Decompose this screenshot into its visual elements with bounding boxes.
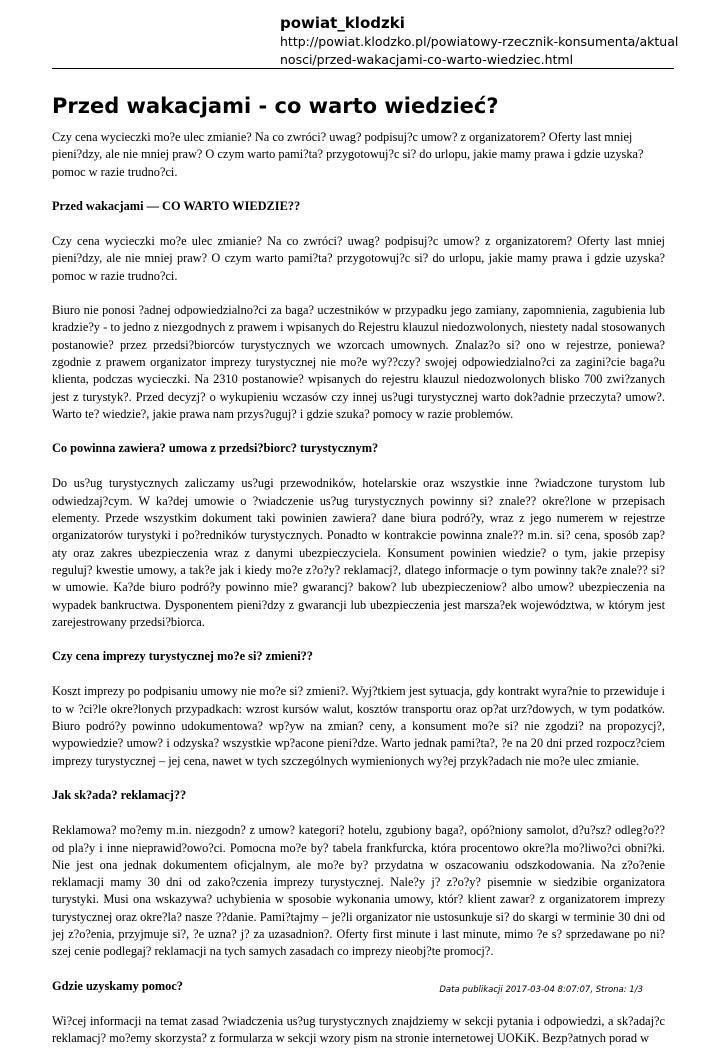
paragraph-complaint: Reklamowa? mo?emy m.in. niezgodn? z umow? kategori? hotelu, zgubiony baga?, opó?niony samolot, d?u?sz? odleg?o?? od pla?y i inne nieprawid?owo?ci. Pomocna mo?e by? tabela frankfurcka, która procentowo okre?la mo?liwo?ci obni?ki. Nie jest ona jednak dokumentem oficjalnym, ale mo?e by? przydatna w oszacowaniu odszkodowania. Na z?o?enie reklamacji mamy 30 dni od zako?czenia imprezy turystycznej. Nale?y j? z?o?y? pisemnie w siedzibie organizatora turystyki. Musi ona wskazywa? uchybienia w sposobie wykonania umowy, któr? klient zawar? z organizatorem imprezy turystycznej oraz okre?la? nasze ??danie. Pami?tajmy – je?li organizator nie ustosunkuje si? do skargi w terminie 30 dni od jej z?o?enia, przyjmuje si?, ?e uzna? j? za uzasadnion?. Oferty first minute i last minute, mimo ?e s? sprzedawane po ni?szej cenie podlegaj? reklamacji na tych samych zasadach co imprezy nieobj?te promocj?. bbox=[52, 823, 665, 959]
site-name: powiat_klodzki bbox=[280, 14, 405, 32]
publication-footer: Data publikacji 2017-03-04 8:07:07, Strona: 1/3 bbox=[439, 985, 643, 995]
page-header bbox=[280, 14, 680, 68]
section-heading-price: Czy cena imprezy turystycznej mo?e si? zmieni?? bbox=[52, 649, 313, 664]
paragraph-help: Wi?cej informacji na temat zasad ?wiadczenia us?ug turystycznych znajdziemy w sekcji pytania i odpowiedzi, a sk?adaj?c reklamacj? mo?emy skorzysta? z formularza w sekcji wzory pism na stronie internetowej UOKiK. Bezp?atnych porad w bbox=[52, 1013, 665, 1046]
section-heading-complaint: Jak sk?ada? reklamacj?? bbox=[52, 787, 187, 802]
source-url-line-2: nosci/przed-wakacjami-co-warto-wiedziec.html bbox=[280, 52, 574, 67]
section-heading-contract: Co powinna zawiera? umowa z przedsi?biorc? turystycznym? bbox=[52, 441, 379, 456]
header-divider bbox=[52, 68, 674, 69]
paragraph-baggage: Biuro nie ponosi ?adnej odpowiedzialno?ci za baga? uczestników w przypadku jego zamiany, zapomnienia, zagubienia lub kradzie?y - to jedno z niezgodnych z prawem i wpisanych do Rejestru klauzul niedozwolonych, niestety nadal stosowanych postanowie? przez przedsi?biorców turystycznych we wzorcach umownych. Znalaz?o si? ono w rejestrze, poniewa? zgodnie z prawem organizator imprezy turystycznej nie mo?e wy??czy? swojej odpowiedzialno?ci za zagini?cie baga?u klienta, podczas wycieczki. Na 2310 postanowie? wpisanych do rejestru klauzul niedozwolonych blisko 700 zwi?zanych jest z turystyk?. Przed decyzj? o wykupieniu wczasów czy innej us?ugi turystycznej warto dok?adnie przeczyta? umow?. Warto te? wiedzie?, jakie prawa nam przys?uguj? i gdzie szuka? pomocy w razie problemów. bbox=[52, 303, 665, 421]
paragraph-contract: Do us?ug turystycznych zaliczamy us?ugi przewodników, hotelarskie oraz wszystkie inne ?wiadczone turystom lub odwiedzaj?cym. W ka?dej umowie o ?wiadczenie us?ug turystycznych powinny si? znale?? okre?lone w przepisach elementy. Przede wszystkim dokument taki powinien zawiera? dane biura podró?y, wraz z jego numerem w rejestrze organizatorów turystyki i po?redników turystycznych. Ponadto w kontrakcie powinna znale?? m.in. si? cena, sposób zap?aty oraz zakres ubezpieczenia wraz z danymi ubezpieczyciela. Konsument powinien wiedzie? o tym, jakie przepisy reguluj? kwestie umowy, a tak?e jak i kiedy mo?e z?o?y? reklamacj?, dlatego informacje o tym powinny tak?e znale?? si? w umowie. Ka?de biuro podró?y powinno mie? gwarancj? bakow? lub ubezpieczeniow? albo umow? ubezpieczenia na wypadek bankructwa. Dysponentem pieni?dzy z gwarancji lub ubezpieczenia jest marsza?ek województwa, w którym jest zarejestrowany przedsi?biorca. bbox=[52, 476, 665, 629]
article-title: Przed wakacjami - co warto wiedzieć? bbox=[52, 94, 499, 118]
article-body bbox=[52, 129, 665, 1064]
paragraph-price: Koszt imprezy po podpisaniu umowy nie mo?e si? zmieni?. Wyj?tkiem jest sytuacja, gdy kontrakt wyra?nie to przewiduje i to w ?ci?le okre?lonych przypadkach: wzrost kursów walut, kosztów transportu oraz op?at urz?dowych, w tym podatków. Biuro podró?y powinno udokumentowa? wp?yw na zmian? ceny, a konsument mo?e si? nie zgodzi? na propozycj?, wypowiedzie? umow? i odzyska? wszystkie wp?acone pieni?dze. Warto jednak pami?ta?, ?e na 20 dni przed rozpocz?ciem imprezy turystycznej – jej cena, nawet w tych szczególnych wymienionych wy?ej przyk?adach nie mo?e ulec zmianie. bbox=[52, 684, 665, 768]
source-url-line-1: http://powiat.klodzko.pl/powiatowy-rzecznik-konsumenta/aktual bbox=[280, 34, 679, 49]
paragraph-intro: Czy cena wycieczki mo?e ulec zmianie? Na co zwróci? uwag? podpisuj?c umow? z organizatorem? Oferty last mniej pieni?dzy, ale nie mniej praw? O czym warto pami?ta? przygotowuj?c si? do urlopu, jakie mamy prawa i gdzie uzyska? pomoc w razie trudno?ci. bbox=[52, 234, 665, 283]
section-heading-help: Gdzie uzyskamy pomoc? bbox=[52, 978, 183, 993]
article-lead: Czy cena wycieczki mo?e ulec zmianie? Na co zwróci? uwag? podpisuj?c umow? z organizatorem? Oferty last mniej pieni?dzy, ale nie mniej praw? O czym warto pami?ta? przygotowuj?c si? do urlopu, jakie mamy prawa i gdzie uzyska? pomoc w razie trudno?ci. bbox=[52, 130, 644, 179]
section-heading-intro: Przed wakacjami — CO WARTO WIEDZIE?? bbox=[52, 198, 301, 213]
